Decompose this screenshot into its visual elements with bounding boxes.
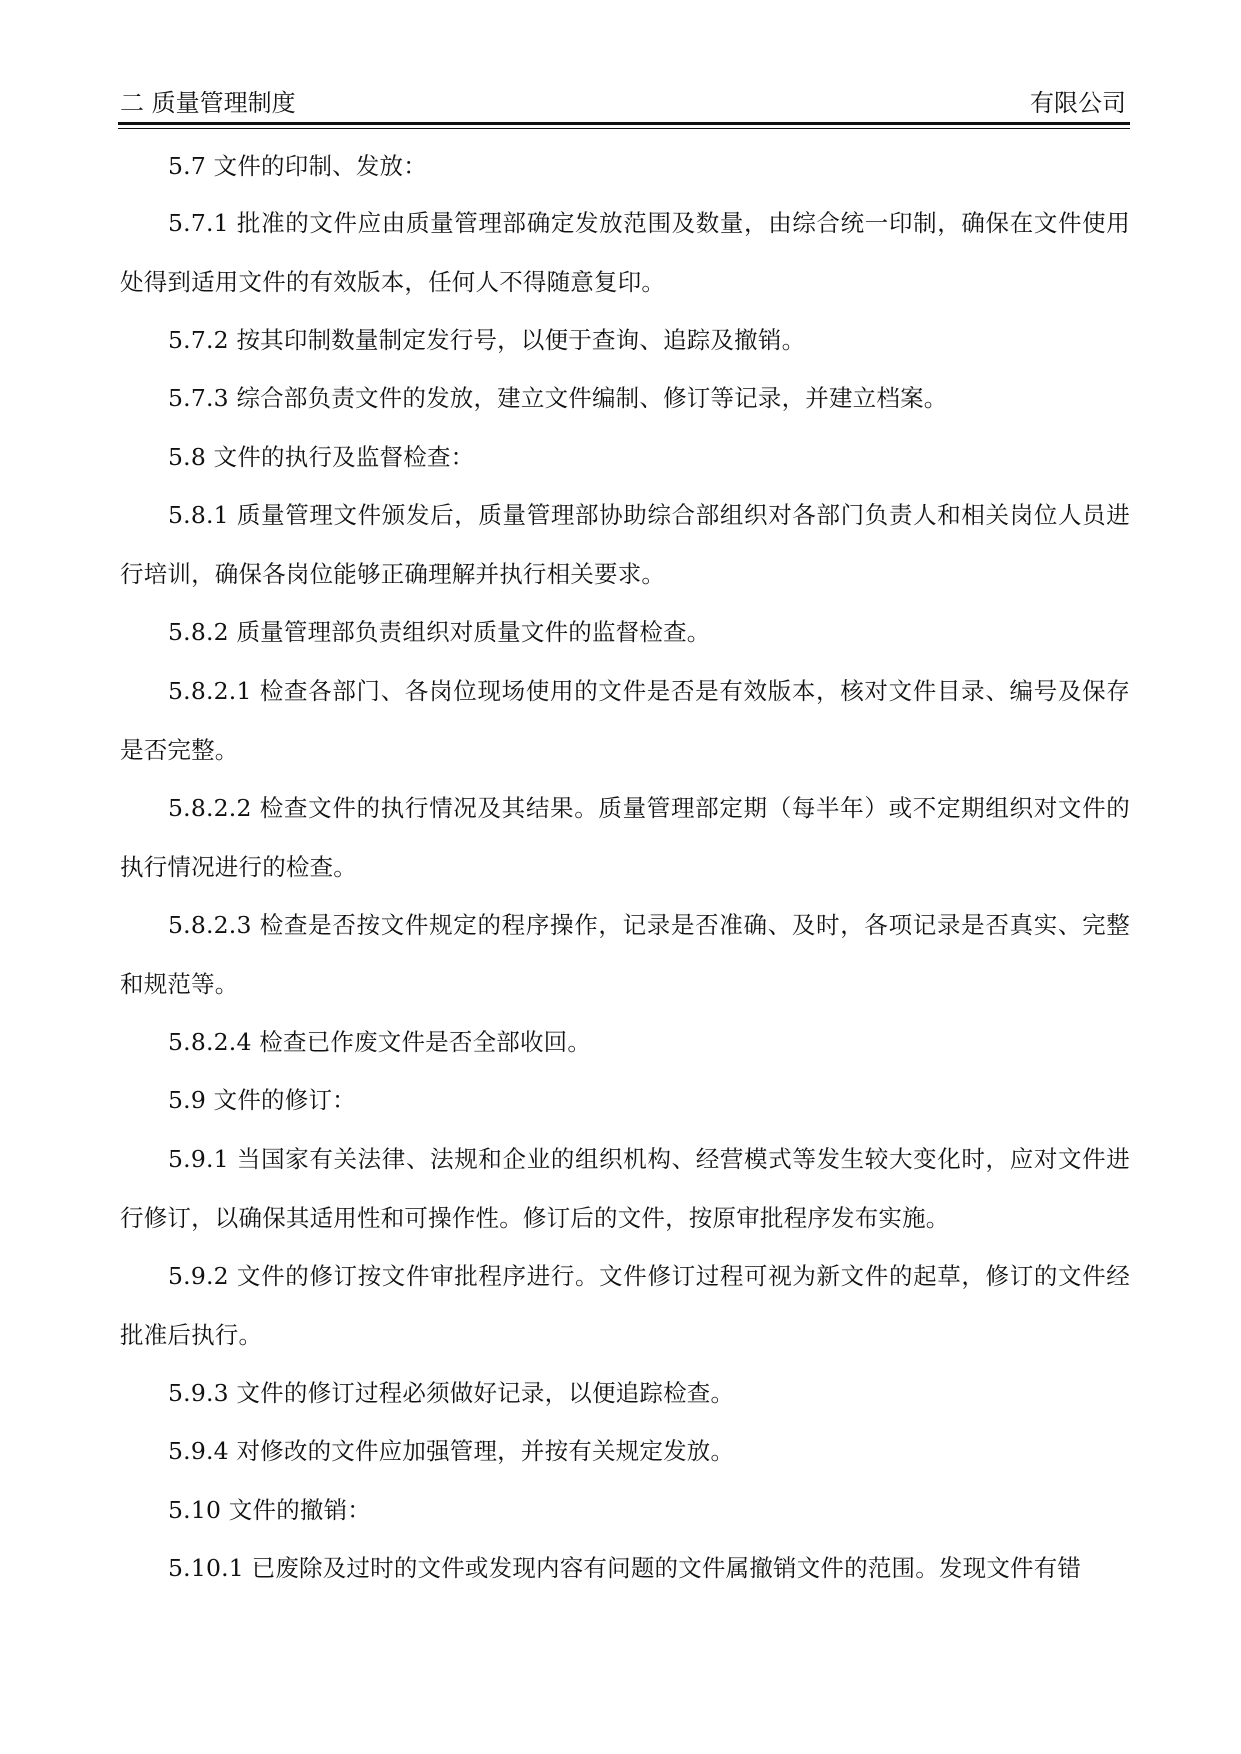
paragraph-5-8-1: 5.8.1 质量管理文件颁发后，质量管理部协助综合部组织对各部门负责人和相关岗位人员进行培训，确保各岗位能够正确理解并执行相关要求。 — [120, 501, 1130, 588]
header-company-name: 有限公司 — [1030, 89, 1126, 117]
paragraph-5-8-2-4: 5.8.2.4 检查已作废文件是否全部收回。 — [168, 1028, 592, 1056]
paragraph-5-7: 5.7 文件的印制、发放： — [168, 152, 427, 180]
paragraph-5-9-1: 5.9.1 当国家有关法律、法规和企业的组织机构、经营模式等发生较大变化时，应对文件进行修订，以确保其适用性和可操作性。修订后的文件，按原审批程序发布实施。 — [120, 1145, 1130, 1232]
header-rule-thin — [118, 128, 1130, 129]
header-rule-thick — [118, 122, 1130, 125]
page-header — [118, 86, 1130, 122]
paragraph-5-10-1: 5.10.1 已废除及过时的文件或发现内容有问题的文件属撤销文件的范围。发现文件有错 — [168, 1554, 1082, 1582]
paragraph-5-10: 5.10 文件的撤销： — [168, 1496, 371, 1524]
paragraph-5-8-2-2: 5.8.2.2 检查文件的执行情况及其结果。质量管理部定期（每半年）或不定期组织对文件的执行情况进行的检查。 — [120, 794, 1130, 881]
paragraph-5-7-1: 5.7.1 批准的文件应由质量管理部确定发放范围及数量，由综合统一印制，确保在文件使用处得到适用文件的有效版本，任何人不得随意复印。 — [120, 209, 1130, 296]
paragraph-5-8-2-3: 5.8.2.3 检查是否按文件规定的程序操作，记录是否准确、及时，各项记录是否真实、完整和规范等。 — [120, 911, 1130, 998]
paragraph-5-8-2-1: 5.8.2.1 检查各部门、各岗位现场使用的文件是否是有效版本，核对文件目录、编号及保存是否完整。 — [120, 677, 1130, 764]
paragraph-5-7-2: 5.7.2 按其印制数量制定发行号，以便于查询、追踪及撤销。 — [168, 326, 806, 354]
paragraph-5-9-3: 5.9.3 文件的修订过程必须做好记录，以便追踪检查。 — [168, 1379, 735, 1407]
paragraph-5-8-2: 5.8.2 质量管理部负责组织对质量文件的监督检查。 — [168, 618, 711, 646]
paragraph-5-9-2: 5.9.2 文件的修订按文件审批程序进行。文件修订过程可视为新文件的起草，修订的文件经批准后执行。 — [120, 1262, 1130, 1349]
paragraph-5-8: 5.8 文件的执行及监督检查： — [168, 443, 475, 471]
paragraph-5-9: 5.9 文件的修订： — [168, 1086, 356, 1114]
paragraph-5-9-4: 5.9.4 对修改的文件应加强管理，并按有关规定发放。 — [168, 1437, 735, 1465]
header-section-title: 二 质量管理制度 — [120, 89, 296, 117]
paragraph-5-7-3: 5.7.3 综合部负责文件的发放，建立文件编制、修订等记录，并建立档案。 — [168, 384, 948, 412]
